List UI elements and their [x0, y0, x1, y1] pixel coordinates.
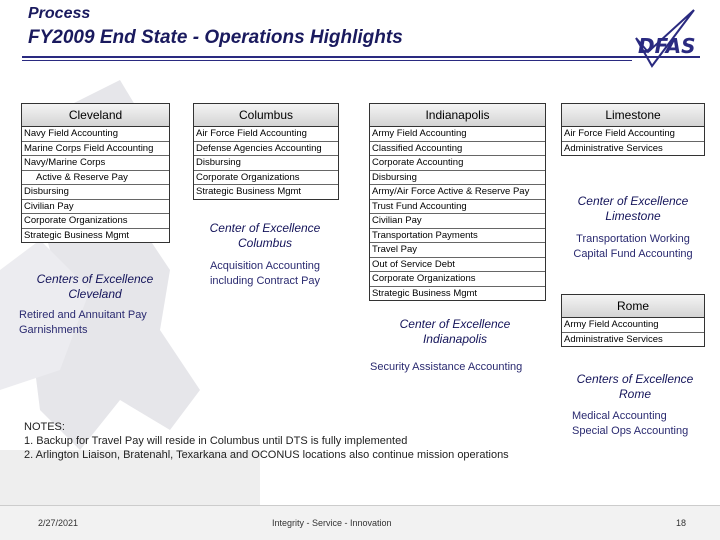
header-rule — [22, 56, 700, 58]
footer-date: 2/27/2021 — [38, 518, 79, 528]
indianapolis-coe — [380, 317, 530, 347]
table-row: Trust Fund Accounting — [370, 200, 545, 215]
limestone-coe — [558, 194, 708, 224]
table-row: Air Force Field Accounting — [562, 127, 704, 142]
header-subtitle: Process — [28, 5, 91, 22]
table-row: Disbursing — [194, 156, 338, 171]
cleveland-table — [21, 103, 170, 243]
columbus-coe-line2: Columbus — [237, 236, 293, 250]
header-rule-thin — [22, 60, 632, 61]
rome-note-line2: Special Ops Accounting — [572, 425, 689, 437]
limestone-note-line1: Transportation Working — [576, 233, 690, 245]
rome-coe-line1: Centers of Excellence — [576, 372, 694, 386]
columbus-note-line1: Acquisition Accounting — [209, 260, 321, 272]
table-row: Navy Field Accounting — [22, 127, 169, 142]
table-row: Disbursing — [370, 171, 545, 186]
rome-note — [572, 409, 688, 439]
table-row: Corporate Organizations — [22, 214, 169, 229]
limestone-header: Limestone — [562, 104, 704, 127]
cleveland-header: Cleveland — [22, 104, 169, 127]
table-row: Transportation Payments — [370, 229, 545, 244]
notes-heading: NOTES: — [24, 421, 65, 433]
rome-coe-line2: Rome — [618, 387, 651, 401]
columbus-note — [190, 259, 340, 289]
columbus-note-line2: including Contract Pay — [209, 275, 321, 287]
footer-tagline: Integrity - Service - Innovation — [272, 518, 392, 528]
rome-table — [561, 294, 705, 347]
table-row: Disbursing — [22, 185, 169, 200]
columbus-header: Columbus — [194, 104, 338, 127]
table-row: Strategic Business Mgmt — [196, 186, 302, 197]
table-row: Corporate Organizations — [194, 171, 338, 186]
cleveland-note — [19, 308, 147, 338]
table-row: Out of Service Debt — [370, 258, 545, 273]
cleveland-note-line2: Garnishments — [19, 324, 88, 336]
table-row: Corporate Organizations — [370, 272, 545, 287]
table-row: Army Field Accounting — [370, 127, 545, 142]
rome-header: Rome — [562, 295, 704, 318]
cleveland-coe-line1: Centers of Excellence — [36, 272, 154, 286]
table-row: Army/Air Force Active & Reserve Pay — [370, 185, 545, 200]
table-row: Administrative Services — [564, 333, 663, 345]
rome-coe — [560, 372, 710, 402]
dfas-logo — [634, 8, 700, 72]
logo-checkmark-icon — [634, 8, 700, 72]
columbus-table — [193, 103, 339, 200]
table-row: Air Force Field Accounting — [194, 127, 338, 142]
table-row: Active & Reserve Pay — [22, 171, 169, 186]
limestone-coe-line2: Limestone — [605, 209, 661, 223]
columbus-coe-line1: Center of Excellence — [209, 221, 321, 235]
cleveland-coe-line2: Cleveland — [68, 287, 122, 301]
cleveland-coe — [20, 272, 170, 302]
columbus-coe — [190, 221, 340, 251]
indianapolis-coe-line2: Indianapolis — [422, 332, 488, 346]
limestone-note — [558, 232, 708, 262]
notes-line2: 2. Arlington Liaison, Bratenahl, Texarkana and OCONUS locations also continue mission operations — [24, 449, 509, 461]
limestone-table — [561, 103, 705, 156]
indianapolis-table — [369, 103, 546, 301]
indianapolis-note: Security Assistance Accounting — [370, 361, 523, 373]
table-row: Administrative Services — [564, 142, 663, 154]
limestone-note-line2: Capital Fund Accounting — [573, 248, 693, 260]
cleveland-note-line1: Retired and Annuitant Pay — [19, 309, 147, 321]
limestone-coe-line1: Center of Excellence — [577, 194, 689, 208]
rome-note-line1: Medical Accounting — [572, 410, 667, 422]
page-number: 18 — [676, 518, 687, 528]
table-row: Civilian Pay — [370, 214, 545, 229]
table-row: Strategic Business Mgmt — [24, 229, 130, 241]
notes-block — [24, 420, 509, 462]
table-row: Navy/Marine Corps — [22, 156, 169, 171]
table-row: Marine Corps Field Accounting — [22, 142, 169, 157]
table-row: Corporate Accounting — [370, 156, 545, 171]
page-title: FY2009 End State - Operations Highlights — [28, 27, 403, 48]
table-row: Classified Accounting — [370, 142, 545, 157]
notes-line1: 1. Backup for Travel Pay will reside in Columbus until DTS is fully implemented — [24, 435, 408, 447]
table-row: Civilian Pay — [22, 200, 169, 215]
table-row: Strategic Business Mgmt — [372, 287, 478, 299]
indianapolis-coe-line1: Center of Excellence — [399, 317, 511, 331]
table-row: Army Field Accounting — [562, 318, 704, 333]
table-row: Defense Agencies Accounting — [194, 142, 338, 157]
indianapolis-header: Indianapolis — [370, 104, 545, 127]
table-row: Travel Pay — [370, 243, 545, 258]
logo-text: DFAS — [638, 34, 696, 58]
